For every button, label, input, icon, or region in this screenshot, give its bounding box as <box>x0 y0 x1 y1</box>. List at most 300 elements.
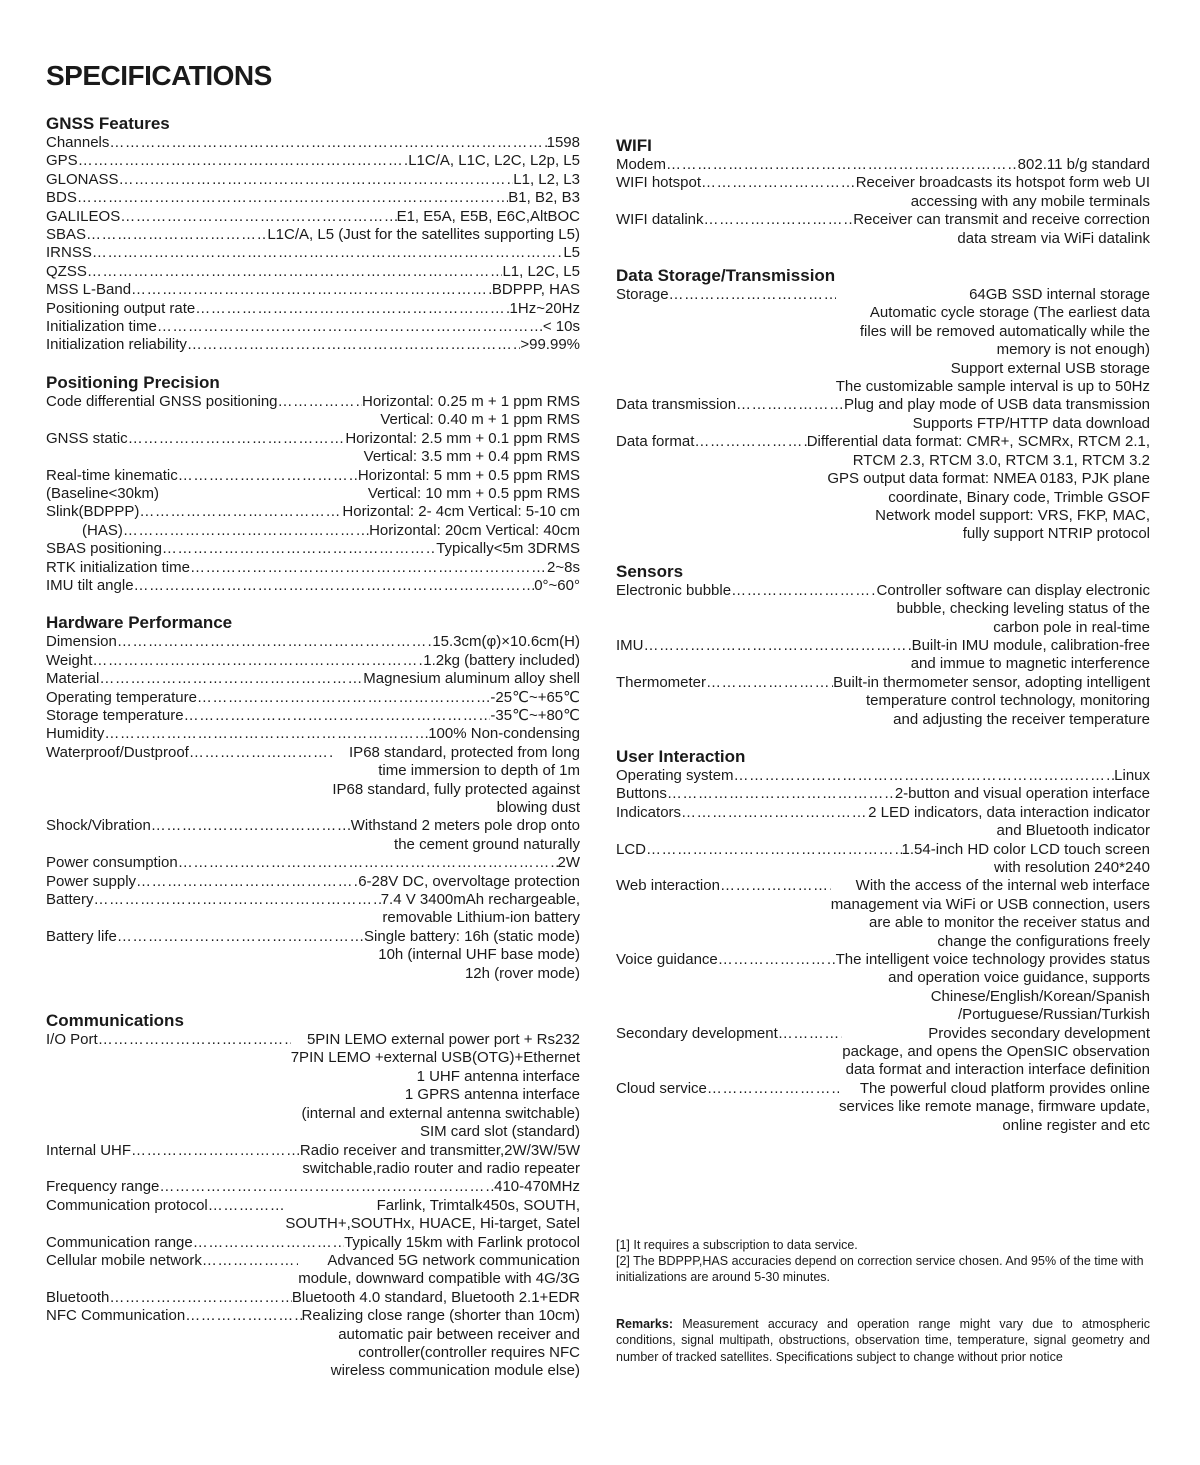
section-title: Communications <box>46 1011 184 1031</box>
spec-label: Battery life <box>46 927 117 945</box>
dot-leader <box>731 582 876 637</box>
spec-label: GNSS static <box>46 429 128 447</box>
spec-row <box>616 767 1150 785</box>
spec-row <box>46 171 580 189</box>
dot-leader <box>720 877 831 951</box>
spec-body <box>162 540 580 558</box>
spec-body <box>707 1080 1150 1135</box>
dot-leader <box>706 674 833 729</box>
spec-value: 5PIN LEMO external power port + Rs232 7PIN LEMO +external USB(OTG)+Ethernet 1 UHF antenna interface 1 GPRS antenna interface (internal and external antenna switchable) SIM card slot (standard) <box>290 1031 580 1141</box>
spec-row <box>616 211 1150 248</box>
spec-body <box>151 817 580 854</box>
dot-leader <box>92 244 563 262</box>
dot-leader <box>666 156 1018 174</box>
spec-row <box>46 854 580 872</box>
spec-row <box>46 503 580 521</box>
spec-label: Communication range <box>46 1233 193 1251</box>
spec-row <box>616 841 1150 878</box>
spec-body <box>78 152 580 170</box>
spec-body <box>706 674 1150 729</box>
spec-label: Power consumption <box>46 854 178 872</box>
spec-label: Data transmission <box>616 396 737 414</box>
dot-leader <box>778 1025 843 1080</box>
spec-body <box>704 211 1150 248</box>
spec-row <box>46 263 580 281</box>
spec-body <box>644 637 1151 674</box>
section-title: User Interaction <box>616 746 746 766</box>
spec-row <box>616 433 1150 543</box>
spec-value: Withstand 2 meters pole drop onto the cement ground naturally <box>350 817 580 853</box>
spec-body <box>77 189 580 207</box>
spec-value: Horizontal: 0.25 m + 1 ppm RMS Vertical: 0.40 m + 1 ppm RMS <box>361 392 580 429</box>
spec-label: Communication protocol <box>46 1196 208 1214</box>
dot-leader <box>694 433 806 543</box>
spec-row <box>46 1289 580 1307</box>
spec-body <box>778 1025 1150 1080</box>
spec-label: WIFI datalink <box>616 211 704 229</box>
dot-leader <box>78 152 409 170</box>
spec-row <box>616 951 1150 1025</box>
spec-label: Power supply <box>46 872 137 890</box>
spec-label: Weight <box>46 651 93 669</box>
spec-label: GPS <box>46 152 78 170</box>
spec-row <box>616 582 1150 637</box>
dot-leader <box>704 211 854 248</box>
spec-value: Vertical: 10 mm + 0.5 ppm RMS <box>367 484 580 502</box>
left-column <box>46 114 580 1381</box>
dot-leader <box>190 559 547 577</box>
spec-body <box>193 1234 580 1252</box>
spec-label: Internal UHF <box>46 1141 132 1159</box>
remarks <box>616 1316 1150 1365</box>
dot-leader <box>189 744 333 818</box>
spec-body <box>134 577 580 595</box>
footnotes <box>616 1237 1150 1285</box>
dot-leader <box>86 226 267 244</box>
section-user-interaction <box>616 747 1150 1135</box>
spec-value: L5 <box>563 244 580 262</box>
spec-value: 2W <box>557 854 580 872</box>
spec-label: GALILEOS <box>46 207 121 225</box>
spec-body <box>159 485 580 503</box>
section-title: WIFI <box>616 136 652 155</box>
spec-body <box>681 804 1150 841</box>
spec-body <box>197 689 580 707</box>
spec-row <box>46 633 580 651</box>
spec-value: Controller software can display electronic bubble, checking leveling status of the carbon pole in real-time <box>876 581 1150 636</box>
footnote-2: [2] The BDPPP,HAS accuracies depend on correction service chosen. And 95% of the time with initializations are around 5-30 minutes. <box>616 1254 1144 1284</box>
spec-value: 802.11 b/g standard <box>1017 156 1150 173</box>
spec-row <box>46 244 580 262</box>
dot-leader <box>109 1289 291 1307</box>
section-sensors <box>616 562 1150 729</box>
spec-row <box>46 208 580 226</box>
spec-body <box>278 393 580 430</box>
spec-label: LCD <box>616 840 647 858</box>
spec-value: 0°~60° <box>534 576 580 594</box>
spec-row <box>46 744 580 818</box>
spec-body <box>86 226 580 244</box>
spec-value: Typically<5m 3DRMS <box>436 540 580 558</box>
spec-value: Farlink, Trimtalk450s, SOUTH, SOUTH+,SOUTHx, HUACE, Hi-target, Satel <box>285 1196 580 1233</box>
dot-leader <box>120 208 396 226</box>
spec-label: NFC Communication <box>46 1307 186 1325</box>
spec-body <box>666 156 1150 174</box>
spec-label: Dimension <box>46 633 117 651</box>
spec-body <box>157 318 580 336</box>
spec-row <box>46 670 580 688</box>
dot-leader <box>139 503 342 521</box>
spec-body <box>131 1142 580 1179</box>
spec-value: Linux <box>1114 766 1150 784</box>
spec-row <box>46 1197 580 1234</box>
spec-row <box>616 877 1150 951</box>
spec-label: Cloud service <box>616 1079 707 1097</box>
spec-value: Radio receiver and transmitter,2W/3W/5W switchable,radio router and radio repeater <box>299 1141 580 1177</box>
spec-label: GLONASS <box>46 170 119 188</box>
spec-label: Operating temperature <box>46 688 197 706</box>
section-title: GNSS Features <box>46 114 170 133</box>
spec-body <box>667 785 1150 803</box>
spec-row <box>46 152 580 170</box>
spec-label: QZSS <box>46 262 87 280</box>
spec-row <box>46 318 580 336</box>
spec-value: 1.54-inch HD color LCD touch screen with resolution 240*240 <box>901 840 1150 876</box>
spec-label: Buttons <box>616 785 667 803</box>
spec-row <box>46 652 580 670</box>
section-data-storage-transmission <box>616 266 1150 544</box>
spec-value: Horizontal: 2.5 mm + 0.1 ppm RMS Vertical: 3.5 mm + 0.4 ppm RMS <box>345 429 580 466</box>
section-title: Data Storage/Transmission <box>616 266 836 286</box>
spec-label: Data format <box>616 433 695 451</box>
spec-label: Initialization time <box>46 318 157 336</box>
spec-label: Storage temperature <box>46 706 184 724</box>
spec-value: < 10s <box>542 318 580 336</box>
spec-row <box>46 485 580 503</box>
spec-value: Magnesium aluminum alloy shell <box>363 670 580 688</box>
spec-label: Indicators <box>616 803 682 821</box>
dot-leader <box>99 670 363 688</box>
dot-leader <box>98 1031 291 1141</box>
dot-leader <box>195 300 509 318</box>
spec-body <box>139 503 580 521</box>
spec-label: Channels <box>46 134 110 151</box>
section-hardware-performance <box>46 613 580 983</box>
spec-body <box>117 928 580 983</box>
spec-value: Receiver broadcasts its hotspot form web UI accessing with any mobile terminals <box>855 174 1150 210</box>
footnote-1: [1] It requires a subscription to data service. <box>616 1238 858 1252</box>
dot-leader <box>681 804 868 841</box>
dot-leader <box>159 1178 494 1196</box>
spec-value: Typically 15km with Farlink protocol <box>344 1233 580 1251</box>
dot-leader <box>131 281 492 299</box>
spec-row <box>616 674 1150 729</box>
section-communications <box>46 1011 580 1381</box>
dot-leader <box>131 1142 300 1179</box>
spec-row <box>46 189 580 207</box>
spec-value: Realizing close range (shorter than 10cm) automatic pair between receiver and controller(controller requires NFC wireless communication module else) <box>301 1307 580 1380</box>
dot-leader <box>667 785 895 803</box>
spec-value: Built-in IMU module, calibration-free and immue to magnetic interference <box>910 636 1150 673</box>
spec-body <box>185 1307 580 1381</box>
spec-row <box>46 134 580 152</box>
spec-body <box>718 951 1150 1025</box>
spec-row <box>46 300 580 318</box>
spec-row <box>46 281 580 299</box>
spec-label: Secondary development <box>616 1024 778 1042</box>
spec-body <box>123 522 580 540</box>
dot-leader <box>208 1197 286 1234</box>
spec-label: Shock/Vibration <box>46 817 151 835</box>
spec-row <box>46 1178 580 1196</box>
spec-value: L1, L2C, L5 <box>502 262 580 280</box>
spec-label: MSS L-Band <box>46 281 132 299</box>
dot-leader <box>128 430 346 467</box>
dot-leader <box>136 873 358 891</box>
spec-value: 1Hz~20Hz <box>509 299 580 317</box>
spec-label: Bluetooth <box>46 1288 110 1306</box>
section-gnss-features <box>46 114 580 355</box>
spec-label: Real-time kinematic <box>46 466 178 484</box>
spec-label: BDS <box>46 189 77 207</box>
spec-body <box>92 652 580 670</box>
spec-value: Differential data format: CMR+, SCMRx, RTCM 2.1, RTCM 2.3, RTCM 3.0, RTCM 3.1, RTCM 3.2 GPS output data format: NMEA 0183, PJK plane coordinate, Binary code, Trimble GSOF Network model support: VRS, FKP, MAC, fully support NTRIP protocol <box>806 433 1150 543</box>
spec-row <box>616 174 1150 211</box>
spec-label: Code differential GNSS positioning <box>46 392 278 410</box>
spec-body <box>208 1197 580 1234</box>
spec-row <box>46 1252 580 1289</box>
spec-value: L1, L2, L3 <box>513 170 580 188</box>
spec-body <box>646 841 1150 878</box>
dot-leader <box>162 540 436 558</box>
dot-leader <box>278 393 362 430</box>
spec-row <box>46 1234 580 1252</box>
spec-value: Single battery: 16h (static mode) 10h (internal UHF base mode) 12h (rover mode) <box>364 927 580 982</box>
section-title: Positioning Precision <box>46 372 220 392</box>
spec-value: Horizontal: 5 mm + 0.5 ppm RMS <box>357 466 580 484</box>
spec-row <box>46 430 580 467</box>
spec-label: Slink(BDPPP) <box>46 503 140 521</box>
spec-body <box>178 467 580 485</box>
dot-leader <box>185 1307 301 1381</box>
spec-row <box>616 785 1150 803</box>
spec-label: Thermometer <box>616 673 707 691</box>
spec-label: Modem <box>616 156 667 173</box>
section-positioning-precision <box>46 373 580 595</box>
spec-value: Horizontal: 20cm Vertical: 40cm <box>369 521 580 539</box>
spec-label: Voice guidance <box>616 951 718 969</box>
spec-body <box>178 854 580 872</box>
spec-body <box>159 1178 580 1196</box>
spec-label: (HAS) <box>82 521 123 539</box>
spec-body <box>128 430 580 467</box>
spec-row <box>616 286 1150 396</box>
spec-label: Storage <box>616 286 669 304</box>
spec-row <box>616 637 1150 674</box>
spec-row <box>46 226 580 244</box>
spec-value: 2~8s <box>547 558 580 576</box>
spec-row <box>46 522 580 540</box>
spec-label: Web interaction <box>616 877 720 895</box>
spec-label: SBAS <box>46 226 87 244</box>
dot-leader <box>104 725 428 743</box>
spec-value: Plug and play mode of USB data transmission Supports FTP/HTTP data download <box>844 396 1150 432</box>
spec-body <box>98 1031 580 1141</box>
spec-label: Operating system <box>616 766 734 784</box>
spec-value: IP68 standard, protected from long time immersion to depth of 1m IP68 standard, fully protected against blowing dust <box>332 743 580 816</box>
dot-leader <box>151 817 351 854</box>
spec-value: BDPPP, HAS <box>491 281 580 299</box>
spec-label: (Baseline<30km) <box>46 484 159 502</box>
right-column <box>616 136 1150 1135</box>
dot-leader <box>77 189 508 207</box>
spec-body <box>189 744 580 818</box>
spec-body <box>136 873 580 891</box>
dot-leader <box>94 891 381 928</box>
spec-body <box>94 891 580 928</box>
dot-leader <box>197 689 491 707</box>
spec-row <box>46 707 580 725</box>
spec-body <box>202 1252 580 1289</box>
spec-body <box>734 767 1150 785</box>
spec-body <box>104 725 580 743</box>
spec-row <box>46 559 580 577</box>
spec-label: Frequency range <box>46 1178 160 1196</box>
spec-label: Positioning output rate <box>46 299 196 317</box>
spec-label: IMU <box>616 636 644 654</box>
spec-row <box>616 804 1150 841</box>
spec-value: With the access of the internal web interface management via WiFi or USB connection, users are able to monitor the receiver status and change the configurations freely <box>830 877 1150 950</box>
dot-leader <box>187 336 520 354</box>
spec-label: IRNSS <box>46 244 92 262</box>
spec-body <box>131 281 580 299</box>
spec-row <box>46 577 580 595</box>
spec-row <box>46 540 580 558</box>
spec-label: WIFI hotspot <box>616 174 702 192</box>
spec-row <box>46 1142 580 1179</box>
dot-leader <box>87 263 503 281</box>
dot-leader <box>646 841 902 878</box>
dot-leader <box>117 633 432 651</box>
page-title: SPECIFICATIONS <box>46 60 272 91</box>
spec-value: Bluetooth 4.0 standard, Bluetooth 2.1+EDR <box>291 1288 580 1306</box>
spec-row <box>616 396 1150 433</box>
spec-value: 2-button and visual operation interface <box>894 785 1150 803</box>
spec-label: Material <box>46 670 100 688</box>
spec-row <box>616 1025 1150 1080</box>
dot-leader <box>707 1080 839 1135</box>
spec-body <box>720 877 1150 951</box>
spec-body <box>195 300 580 318</box>
spec-value: 100% Non-condensing <box>428 725 580 743</box>
spec-label: Battery <box>46 891 94 909</box>
spec-value: >99.99% <box>520 336 580 354</box>
spec-row <box>616 156 1150 174</box>
spec-body <box>731 582 1150 637</box>
spec-body <box>190 559 580 577</box>
dot-leader <box>202 1252 298 1289</box>
spec-row <box>46 336 580 354</box>
dot-leader <box>644 637 911 674</box>
spec-row <box>46 1307 580 1381</box>
spec-value: The intelligent voice technology provides status and operation voice guidance, supports Chinese/English/Korean/Spanish /Portuguese/Russian/Turkish <box>835 951 1150 1024</box>
dot-leader <box>718 951 836 1025</box>
dot-leader <box>734 767 1115 785</box>
spec-value: Provides secondary development package, and opens the OpenSIC observation data format and interaction interface definition <box>842 1024 1150 1079</box>
dot-leader <box>109 134 546 152</box>
dot-leader <box>701 174 856 211</box>
spec-value: Built-in thermometer sensor, adopting intelligent temperature control technology, monitoring and adjusting the receiver temperature <box>833 673 1150 728</box>
spec-value: 64GB SSD internal storage Automatic cycle storage (The earliest data files will be removed automatically while the memory is not enough) Support external USB storage The customizable sample interval is up to 50Hz <box>835 286 1150 396</box>
spec-body <box>92 244 580 262</box>
spec-label: SBAS positioning <box>46 540 162 558</box>
spec-value: 1.2kg (battery included) <box>423 651 580 669</box>
spec-value: -25℃~+65℃ <box>490 688 580 706</box>
spec-value: 15.3cm(φ)×10.6cm(H) <box>432 633 580 651</box>
spec-value: 1598 <box>546 134 580 151</box>
spec-body <box>187 336 580 354</box>
dot-leader <box>92 652 423 670</box>
spec-value: L1C/A, L5 (Just for the satellites supporting L5) <box>267 226 580 244</box>
spec-body <box>87 263 580 281</box>
spec-row <box>46 393 580 430</box>
spec-row <box>46 725 580 743</box>
spec-label: IMU tilt angle <box>46 576 134 594</box>
spec-value: B1, B2, B3 <box>508 189 580 207</box>
dot-leader <box>119 171 514 189</box>
spec-body <box>99 670 580 688</box>
dot-leader <box>117 928 364 983</box>
spec-value: The powerful cloud platform provides online services like remote manage, firmware update, online register and etc <box>839 1079 1150 1134</box>
spec-body <box>109 134 580 152</box>
dot-leader <box>178 467 358 485</box>
spec-value: -35℃~+80℃ <box>490 706 580 724</box>
spec-row <box>46 467 580 485</box>
spec-label: I/O Port <box>46 1031 98 1049</box>
spec-row <box>46 891 580 928</box>
spec-row <box>46 689 580 707</box>
remarks-label: Remarks: <box>616 1317 673 1331</box>
spec-body <box>109 1289 580 1307</box>
spec-body <box>119 171 580 189</box>
spec-body <box>669 286 1150 396</box>
spec-row <box>46 1031 580 1141</box>
spec-value: 2 LED indicators, data interaction indicator and Bluetooth indicator <box>868 803 1150 840</box>
dot-leader <box>123 522 369 540</box>
section-title: Sensors <box>616 561 684 581</box>
spec-label: RTK initialization time <box>46 558 190 576</box>
spec-label: Initialization reliability <box>46 336 187 354</box>
spec-label: Cellular mobile network <box>46 1251 202 1269</box>
dot-leader <box>669 286 836 396</box>
spec-body <box>736 396 1150 433</box>
spec-value: L1C/A, L1C, L2C, L2p, L5 <box>408 152 580 170</box>
spec-value: E1, E5A, E5B, E6C,AltBOC <box>396 207 580 225</box>
spec-label: Humidity <box>46 725 105 743</box>
dot-leader <box>157 318 543 336</box>
dot-leader <box>736 396 844 433</box>
spec-body <box>117 633 580 651</box>
spec-value: 6-28V DC, overvoltage protection <box>358 872 580 890</box>
spec-body <box>120 208 580 226</box>
spec-row <box>616 1080 1150 1135</box>
spec-label: Waterproof/Dustproof <box>46 743 189 761</box>
section-wifi <box>616 136 1150 248</box>
spec-body <box>701 174 1150 211</box>
spec-row <box>46 873 580 891</box>
dot-leader <box>178 854 558 872</box>
spec-row <box>46 928 580 983</box>
